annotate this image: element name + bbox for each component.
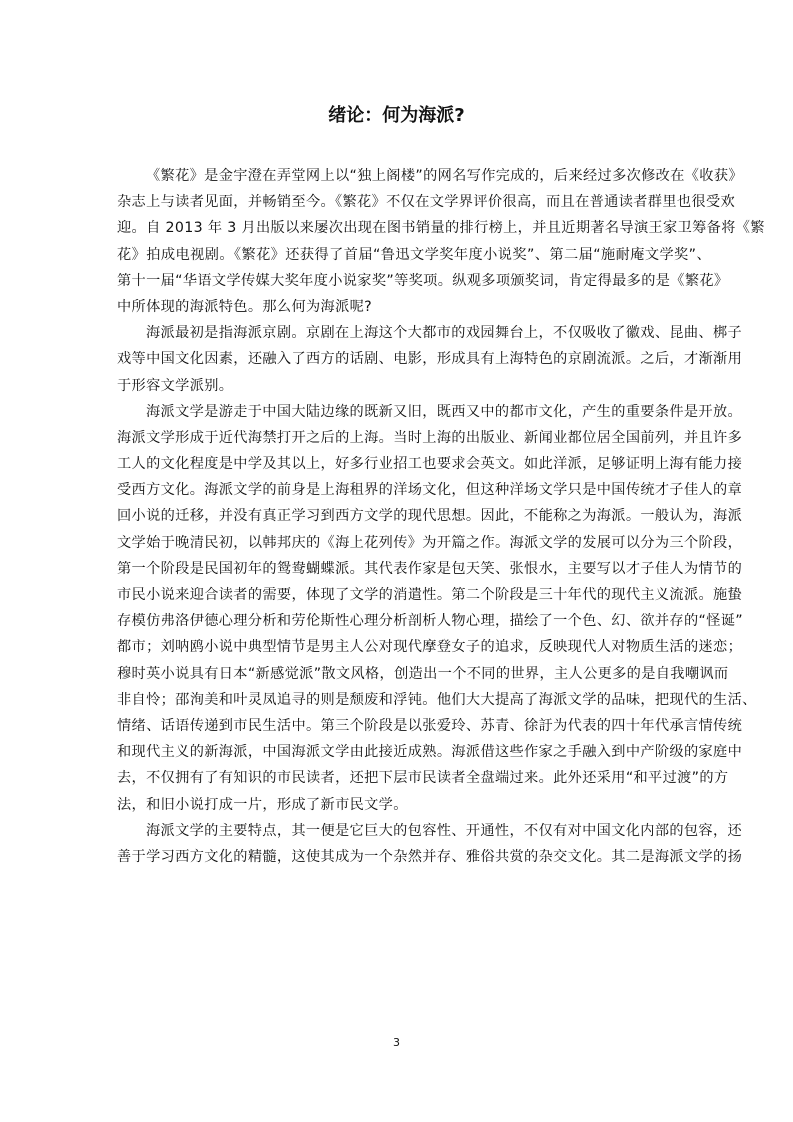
text-line: 穆时英小说具有日本“新感觉派”散文风格，创造出一个不同的世界，主人公更多的是自我嘲讽而 (117, 665, 729, 682)
text-line: 工人的文化程度是中学及其以上，好多行业招工也要求会英文。如此洋派，足够证明上海有能力接 (117, 456, 743, 473)
text-line: 都市；刘呐鸥小说中典型情节是男主人公对现代摩登女子的追求，反映现代人对物质生活的迷恋； (117, 639, 743, 656)
document-body (117, 163, 765, 870)
text-line: 戏等中国文化因素，还融入了西方的话剧、电影，形成具有上海特色的京剧流派。之后，才渐渐用 (117, 351, 743, 368)
text-line: 和现代主义的新海派，中国海派文学由此接近成熟。海派借这些作家之手融入到中产阶级的家庭中 (117, 744, 743, 761)
text-line: 海派文学是游走于中国大陆边缘的既新又旧，既西又中的都市文化，产生的重要条件是开放。 (146, 403, 743, 420)
text-line: 文学始于晚清民初，以韩邦庆的《海上花列传》为开篇之作。海派文学的发展可以分为三个阶段， (117, 534, 743, 551)
text-line: 于形容文学派别。 (117, 377, 234, 394)
paragraph-2 (117, 320, 743, 399)
text-line: 法，和旧小说打成一片，形成了新市民文学。 (117, 796, 408, 813)
page-number: 3 (393, 1036, 400, 1049)
text-line: 存模仿弗洛伊德心理分析和劳伦斯性心理分析剖析人物心理，描绘了一个色、幻、欲并存的“怪诞” (117, 613, 743, 630)
paragraph-3 (117, 399, 757, 818)
text-line: 杂志上与读者见面，并畅销至今。《繁花》不仅在文学界评价很高，而且在普通读者群里也很受欢 (117, 194, 736, 211)
text-line: 市民小说来迎合读者的需要，体现了文学的消遣性。第二个阶段是三十年代的现代主义流派。施蛰 (117, 587, 743, 603)
text-line: 第十一届“华语文学传媒大奖年度小说家奖”等奖项。纵观多项颁奖词，肯定得最多的是《繁花》 (117, 272, 729, 289)
paragraph-1 (117, 163, 765, 320)
text-line: 非自怜；邵洵美和叶灵凤追寻的则是颓废和浮钝。他们大大提高了海派文学的品味，把现代的生活、 (117, 691, 757, 708)
text-line: 迎。自 2013 年 3 月出版以来屡次出现在图书销量的排行榜上，并且近期著名导演王家卫筹备将《繁 (117, 220, 765, 237)
text-line: 海派文学形成于近代海禁打开之后的上海。当时上海的出版业、新闻业都位居全国前列，并且许多 (117, 429, 743, 446)
text-line: 第一个阶段是民国初年的鸳鸯蝴蝶派。其代表作家是包天笑、张恨水，主要写以才子佳人为情节的 (117, 560, 743, 577)
text-line: 海派最初是指海派京剧。京剧在上海这个大都市的戏园舞台上，不仅吸收了徽戏、昆曲、梆子 (146, 325, 743, 342)
text-line: 中所体现的海派特色。那么何为海派呢? (117, 298, 373, 315)
text-line: 海派文学的主要特点，其一便是它巨大的包容性、开通性，不仅有对中国文化内部的包容，还 (146, 822, 743, 839)
text-line: 受西方文化。海派文学的前身是上海租界的洋场文化，但这种洋场文学只是中国传统才子佳人的章 (117, 482, 743, 499)
text-line: 花》拍成电视剧。《繁花》还获得了首届“鲁迅文学奖年度小说奖”、第二届“施耐庵文学奖”、 (117, 246, 711, 263)
text-line: 《繁花》是金宇澄在弄堂网上以“独上阁楼”的网名写作完成的，后来经过多次修改在《收获》 (146, 168, 743, 184)
paragraph-4 (117, 818, 743, 870)
text-line: 回小说的迁移，并没有真正学习到西方文学的现代思想。因此，不能称之为海派。一般认为，海派 (117, 508, 743, 525)
text-line: 情绪、话语传递到市民生活中。第三个阶段是以张爱玲、苏青、徐訏为代表的四十年代承言情传统 (117, 717, 743, 734)
text-line: 去，不仅拥有了有知识的市民读者，还把下层市民读者全盘端过来。此外还采用“和平过渡”的方 (117, 770, 729, 787)
page-title: 绪论：何为海派? (328, 105, 465, 126)
text-line: 善于学习西方文化的精髓，这使其成为一个杂然并存、雅俗共赏的杂交文化。其二是海派文学的扬 (117, 848, 743, 865)
